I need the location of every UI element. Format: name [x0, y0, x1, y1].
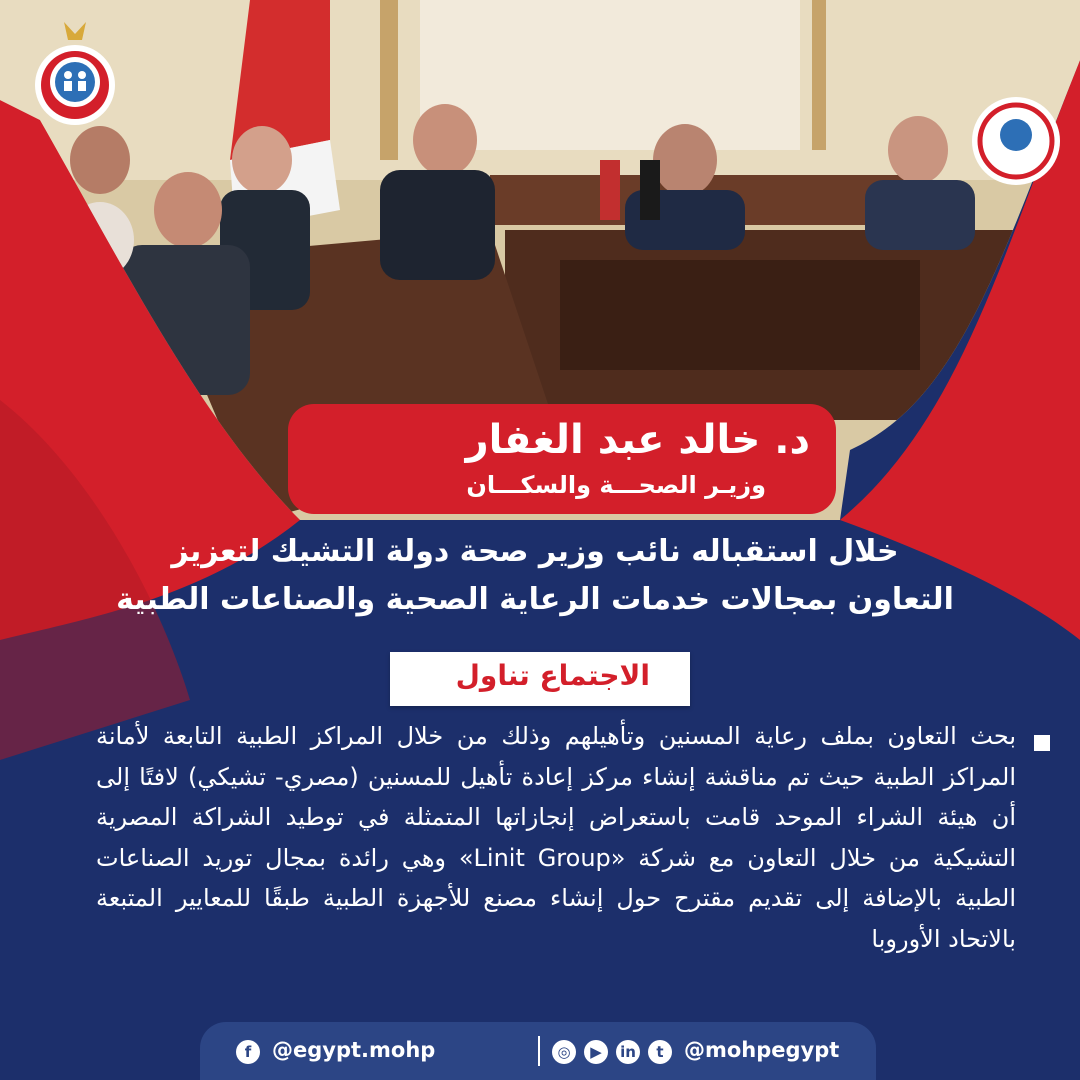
twitter-icon[interactable]: t [648, 1040, 672, 1064]
facebook-icon[interactable]: f [236, 1040, 260, 1064]
body-paragraph: بحث التعاون بملف رعاية المسنين وتأهيلهم وذلك من خلال المراكز الطبية التابعة لأمانة المراكز الطبية حيث تم مناقشة إنشاء مركز إعادة تأهيل للمسنين (مصري- تشيكي) لافتًا إلى أن هيئة الشراء الموحد قامت باستعراض إنجازاتها المتمثلة في توطيد الشراكة المصرية التشيكية من خلال التعاون مع شركة «Linit Group» وهي رائدة بمجال توريد الصناعات الطبية بالإضافة إلى تقديم مقترح حول إنشاء مصنع للأجهزة الطبية طبقًا للمعايير المتبعة بالاتحاد الأوروبا [96, 722, 1016, 953]
headline-line-1: خلال استقباله نائب وزير صحة دولة التشيك لتعزيز [171, 534, 899, 569]
section-label: الاجتماع تناول [455, 659, 650, 692]
headline-line-2: التعاون بمجالات خدمات الرعاية الصحية والصناعات الطبية [116, 582, 954, 617]
minister-name: د. خالد عبد الغفار [465, 417, 810, 463]
ministry-badge [970, 95, 1062, 187]
section-label-box [390, 652, 690, 706]
linkedin-icon[interactable]: in [616, 1040, 640, 1064]
social-footer [200, 1022, 876, 1080]
instagram-icon[interactable]: ◎ [552, 1040, 576, 1064]
minister-title: وزيـر الصحـــة والسكـــان [466, 471, 766, 499]
bullet-marker [1034, 735, 1050, 751]
ministry-logo [30, 20, 120, 130]
minister-name-card [288, 404, 836, 514]
footer-divider [538, 1036, 540, 1066]
youtube-icon[interactable]: ▶ [584, 1040, 608, 1064]
facebook-handle[interactable]: @egypt.mohp [272, 1038, 436, 1062]
social-handle[interactable]: @mohpegypt [684, 1038, 840, 1062]
